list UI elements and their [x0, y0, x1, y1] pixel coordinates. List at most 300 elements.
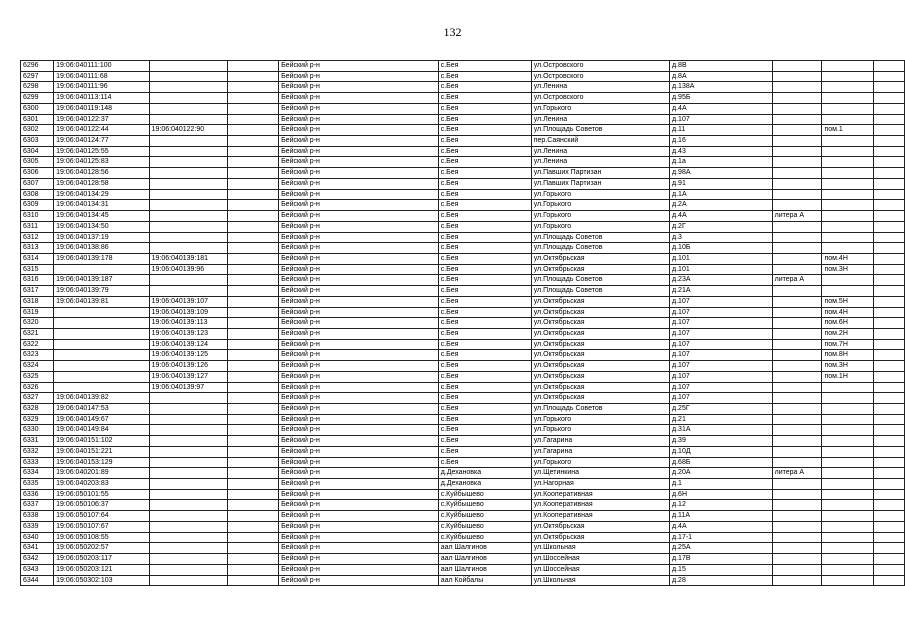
building-letter-cell — [772, 457, 822, 468]
house-number-cell: д.107 — [670, 114, 773, 125]
cadastral-number-cell: 19:06:040139:79 — [54, 286, 150, 297]
district-cell: Бейский р-н — [279, 232, 439, 243]
cadastral-number-cell: 19:06:050108:55 — [54, 532, 150, 543]
premises-number-cell — [822, 71, 873, 82]
street-cell: ул.Горького — [531, 189, 669, 200]
blank-column-end-cell — [873, 103, 904, 114]
blank-column-cell — [228, 200, 279, 211]
street-cell: ул.Горького — [531, 200, 669, 211]
sub-cadastral-number-cell — [149, 511, 228, 522]
blank-column-cell — [228, 414, 279, 425]
blank-column-cell — [228, 296, 279, 307]
settlement-cell: с.Бея — [438, 253, 531, 264]
district-cell: Бейский р-н — [279, 479, 439, 490]
street-cell: ул.Школьная — [531, 543, 669, 554]
house-number-cell: д.25А — [670, 543, 773, 554]
blank-column-cell — [228, 361, 279, 372]
street-cell: ул.Горького — [531, 221, 669, 232]
cadastral-number-cell: 19:06:040113:114 — [54, 93, 150, 104]
blank-column-end-cell — [873, 296, 904, 307]
settlement-cell: аал Койбалы — [438, 575, 531, 586]
sub-cadastral-number-cell: 19:06:040139:181 — [149, 253, 228, 264]
house-number-cell: д.107 — [670, 307, 773, 318]
table-row — [21, 157, 905, 168]
sub-cadastral-number-cell — [149, 414, 228, 425]
street-cell: ул.Горького — [531, 414, 669, 425]
district-cell: Бейский р-н — [279, 114, 439, 125]
district-cell: Бейский р-н — [279, 189, 439, 200]
street-cell: пер.Саянский — [531, 136, 669, 147]
building-letter-cell — [772, 511, 822, 522]
blank-column-end-cell — [873, 371, 904, 382]
cadastral-number-cell: 19:06:050107:64 — [54, 511, 150, 522]
premises-number-cell — [822, 211, 873, 222]
blank-column-end-cell — [873, 189, 904, 200]
row-number-cell: 6338 — [21, 511, 54, 522]
house-number-cell: д.107 — [670, 382, 773, 393]
premises-number-cell — [822, 575, 873, 586]
cadastral-number-cell: 19:06:040139:187 — [54, 275, 150, 286]
blank-column-cell — [228, 393, 279, 404]
street-cell: ул.Нагорная — [531, 479, 669, 490]
house-number-cell: д.4А — [670, 211, 773, 222]
street-cell: ул.Площадь Советов — [531, 232, 669, 243]
district-cell: Бейский р-н — [279, 457, 439, 468]
row-number-cell: 6337 — [21, 500, 54, 511]
settlement-cell: с.Бея — [438, 382, 531, 393]
table-row — [21, 489, 905, 500]
district-cell: Бейский р-н — [279, 500, 439, 511]
property-register-table — [20, 60, 905, 586]
settlement-cell: с.Куйбышево — [438, 511, 531, 522]
premises-number-cell — [822, 103, 873, 114]
street-cell: ул.Островского — [531, 71, 669, 82]
table-row — [21, 479, 905, 490]
building-letter-cell: литера А — [772, 211, 822, 222]
settlement-cell: с.Бея — [438, 211, 531, 222]
row-number-cell: 6314 — [21, 253, 54, 264]
cadastral-number-cell: 19:06:040139:82 — [54, 393, 150, 404]
cadastral-number-cell — [54, 264, 150, 275]
blank-column-end-cell — [873, 82, 904, 93]
district-cell: Бейский р-н — [279, 371, 439, 382]
sub-cadastral-number-cell — [149, 436, 228, 447]
row-number-cell: 6328 — [21, 404, 54, 415]
premises-number-cell — [822, 114, 873, 125]
blank-column-end-cell — [873, 93, 904, 104]
building-letter-cell — [772, 414, 822, 425]
table-row — [21, 61, 905, 72]
table-row — [21, 307, 905, 318]
settlement-cell: с.Бея — [438, 446, 531, 457]
street-cell: ул.Островского — [531, 93, 669, 104]
blank-column-end-cell — [873, 318, 904, 329]
district-cell: Бейский р-н — [279, 511, 439, 522]
sub-cadastral-number-cell — [149, 136, 228, 147]
premises-number-cell: пом.6Н — [822, 318, 873, 329]
building-letter-cell — [772, 61, 822, 72]
building-letter-cell: литера А — [772, 275, 822, 286]
house-number-cell: д.2А — [670, 200, 773, 211]
district-cell: Бейский р-н — [279, 125, 439, 136]
premises-number-cell — [822, 82, 873, 93]
settlement-cell: д.Дехановка — [438, 479, 531, 490]
street-cell: ул.Горького — [531, 211, 669, 222]
street-cell: ул.Октябрьская — [531, 307, 669, 318]
cadastral-number-cell: 19:06:040151:102 — [54, 436, 150, 447]
building-letter-cell — [772, 436, 822, 447]
blank-column-end-cell — [873, 200, 904, 211]
house-number-cell: д.107 — [670, 296, 773, 307]
settlement-cell: с.Бея — [438, 307, 531, 318]
row-number-cell: 6331 — [21, 436, 54, 447]
cadastral-number-cell: 19:06:040122:44 — [54, 125, 150, 136]
table-row — [21, 103, 905, 114]
row-number-cell: 6309 — [21, 200, 54, 211]
district-cell: Бейский р-н — [279, 436, 439, 447]
premises-number-cell — [822, 404, 873, 415]
district-cell: Бейский р-н — [279, 361, 439, 372]
district-cell: Бейский р-н — [279, 564, 439, 575]
street-cell: ул.Октябрьская — [531, 296, 669, 307]
house-number-cell: д.95Б — [670, 93, 773, 104]
premises-number-cell — [822, 382, 873, 393]
blank-column-end-cell — [873, 178, 904, 189]
table-row — [21, 532, 905, 543]
blank-column-end-cell — [873, 543, 904, 554]
settlement-cell: с.Бея — [438, 318, 531, 329]
settlement-cell: с.Бея — [438, 436, 531, 447]
settlement-cell: аал Шалгинов — [438, 564, 531, 575]
settlement-cell: с.Бея — [438, 404, 531, 415]
row-number-cell: 6308 — [21, 189, 54, 200]
street-cell: ул.Октябрьская — [531, 382, 669, 393]
building-letter-cell — [772, 339, 822, 350]
sub-cadastral-number-cell — [149, 489, 228, 500]
blank-column-cell — [228, 103, 279, 114]
blank-column-cell — [228, 93, 279, 104]
premises-number-cell — [822, 500, 873, 511]
sub-cadastral-number-cell: 19:06:040139:123 — [149, 328, 228, 339]
blank-column-end-cell — [873, 457, 904, 468]
house-number-cell: д.3 — [670, 232, 773, 243]
settlement-cell: с.Бея — [438, 82, 531, 93]
building-letter-cell — [772, 521, 822, 532]
building-letter-cell — [772, 189, 822, 200]
settlement-cell: с.Бея — [438, 93, 531, 104]
sub-cadastral-number-cell — [149, 532, 228, 543]
cadastral-number-cell: 19:06:040139:178 — [54, 253, 150, 264]
sub-cadastral-number-cell: 19:06:040139:109 — [149, 307, 228, 318]
house-number-cell: д.8В — [670, 61, 773, 72]
blank-column-end-cell — [873, 307, 904, 318]
district-cell: Бейский р-н — [279, 318, 439, 329]
row-number-cell: 6329 — [21, 414, 54, 425]
house-number-cell: д.39 — [670, 436, 773, 447]
house-number-cell: д.2Г — [670, 221, 773, 232]
building-letter-cell — [772, 253, 822, 264]
district-cell: Бейский р-н — [279, 339, 439, 350]
street-cell: ул.Октябрьская — [531, 361, 669, 372]
settlement-cell: с.Бея — [438, 178, 531, 189]
sub-cadastral-number-cell — [149, 82, 228, 93]
building-letter-cell — [772, 243, 822, 254]
district-cell: Бейский р-н — [279, 382, 439, 393]
settlement-cell: с.Бея — [438, 339, 531, 350]
building-letter-cell — [772, 146, 822, 157]
sub-cadastral-number-cell: 19:06:040139:107 — [149, 296, 228, 307]
blank-column-cell — [228, 371, 279, 382]
row-number-cell: 6304 — [21, 146, 54, 157]
premises-number-cell: пом.3Н — [822, 264, 873, 275]
row-number-cell: 6312 — [21, 232, 54, 243]
blank-column-end-cell — [873, 350, 904, 361]
street-cell: ул.Площадь Советов — [531, 275, 669, 286]
district-cell: Бейский р-н — [279, 446, 439, 457]
blank-column-cell — [228, 82, 279, 93]
settlement-cell: с.Бея — [438, 136, 531, 147]
table-row — [21, 468, 905, 479]
blank-column-end-cell — [873, 146, 904, 157]
premises-number-cell — [822, 168, 873, 179]
premises-number-cell — [822, 189, 873, 200]
house-number-cell: д.68Б — [670, 457, 773, 468]
blank-column-cell — [228, 404, 279, 415]
district-cell: Бейский р-н — [279, 575, 439, 586]
table-row — [21, 425, 905, 436]
blank-column-end-cell — [873, 393, 904, 404]
blank-column-end-cell — [873, 61, 904, 72]
blank-column-cell — [228, 564, 279, 575]
blank-column-end-cell — [873, 125, 904, 136]
settlement-cell: с.Бея — [438, 264, 531, 275]
table-row — [21, 211, 905, 222]
table-row — [21, 136, 905, 147]
row-number-cell: 6343 — [21, 564, 54, 575]
house-number-cell: д.1А — [670, 189, 773, 200]
blank-column-end-cell — [873, 286, 904, 297]
blank-column-cell — [228, 178, 279, 189]
table-row — [21, 457, 905, 468]
district-cell: Бейский р-н — [279, 393, 439, 404]
building-letter-cell — [772, 168, 822, 179]
premises-number-cell: пом.8Н — [822, 350, 873, 361]
district-cell: Бейский р-н — [279, 404, 439, 415]
sub-cadastral-number-cell — [149, 543, 228, 554]
blank-column-cell — [228, 511, 279, 522]
street-cell: ул.Октябрьская — [531, 328, 669, 339]
building-letter-cell — [772, 232, 822, 243]
table-row — [21, 286, 905, 297]
table-row — [21, 114, 905, 125]
table-row — [21, 328, 905, 339]
premises-number-cell: пом.5Н — [822, 296, 873, 307]
sub-cadastral-number-cell — [149, 404, 228, 415]
street-cell: ул.Шоссейная — [531, 554, 669, 565]
building-letter-cell — [772, 382, 822, 393]
cadastral-number-cell — [54, 350, 150, 361]
house-number-cell: д.21А — [670, 286, 773, 297]
house-number-cell: д.10Д — [670, 446, 773, 457]
sub-cadastral-number-cell — [149, 275, 228, 286]
settlement-cell: с.Куйбышево — [438, 532, 531, 543]
premises-number-cell: пом.7Н — [822, 339, 873, 350]
district-cell: Бейский р-н — [279, 543, 439, 554]
building-letter-cell — [772, 318, 822, 329]
premises-number-cell — [822, 564, 873, 575]
table-row — [21, 318, 905, 329]
blank-column-cell — [228, 554, 279, 565]
house-number-cell: д.107 — [670, 393, 773, 404]
street-cell: ул.Павших Партизан — [531, 168, 669, 179]
premises-number-cell — [822, 479, 873, 490]
sub-cadastral-number-cell — [149, 168, 228, 179]
sub-cadastral-number-cell — [149, 221, 228, 232]
premises-number-cell — [822, 414, 873, 425]
settlement-cell: с.Бея — [438, 350, 531, 361]
sub-cadastral-number-cell: 19:06:040139:124 — [149, 339, 228, 350]
row-number-cell: 6342 — [21, 554, 54, 565]
table-row — [21, 146, 905, 157]
cadastral-number-cell: 19:06:040201:89 — [54, 468, 150, 479]
row-number-cell: 6310 — [21, 211, 54, 222]
blank-column-end-cell — [873, 425, 904, 436]
street-cell: ул.Площадь Советов — [531, 404, 669, 415]
blank-column-cell — [228, 71, 279, 82]
cadastral-number-cell: 19:06:040134:29 — [54, 189, 150, 200]
blank-column-end-cell — [873, 361, 904, 372]
building-letter-cell — [772, 532, 822, 543]
blank-column-cell — [228, 307, 279, 318]
building-letter-cell — [772, 328, 822, 339]
district-cell: Бейский р-н — [279, 275, 439, 286]
district-cell: Бейский р-н — [279, 350, 439, 361]
cadastral-number-cell: 19:06:050106:37 — [54, 500, 150, 511]
row-number-cell: 6296 — [21, 61, 54, 72]
premises-number-cell — [822, 521, 873, 532]
blank-column-end-cell — [873, 339, 904, 350]
house-number-cell: д.107 — [670, 371, 773, 382]
house-number-cell: д.11 — [670, 125, 773, 136]
building-letter-cell — [772, 564, 822, 575]
row-number-cell: 6326 — [21, 382, 54, 393]
house-number-cell: д.101 — [670, 264, 773, 275]
premises-number-cell — [822, 157, 873, 168]
street-cell: ул.Ленина — [531, 114, 669, 125]
row-number-cell: 6316 — [21, 275, 54, 286]
premises-number-cell — [822, 243, 873, 254]
row-number-cell: 6315 — [21, 264, 54, 275]
street-cell: ул.Октябрьская — [531, 350, 669, 361]
row-number-cell: 6307 — [21, 178, 54, 189]
district-cell: Бейский р-н — [279, 211, 439, 222]
building-letter-cell — [772, 307, 822, 318]
settlement-cell: с.Бея — [438, 296, 531, 307]
row-number-cell: 6319 — [21, 307, 54, 318]
cadastral-number-cell: 19:06:040111:68 — [54, 71, 150, 82]
cadastral-number-cell: 19:06:040128:58 — [54, 178, 150, 189]
cadastral-number-cell: 19:06:040124:77 — [54, 136, 150, 147]
blank-column-end-cell — [873, 446, 904, 457]
sub-cadastral-number-cell — [149, 103, 228, 114]
blank-column-end-cell — [873, 479, 904, 490]
cadastral-number-cell: 19:06:040149:84 — [54, 425, 150, 436]
blank-column-end-cell — [873, 382, 904, 393]
blank-column-end-cell — [873, 71, 904, 82]
cadastral-number-cell: 19:06:040125:83 — [54, 157, 150, 168]
district-cell: Бейский р-н — [279, 168, 439, 179]
cadastral-number-cell: 19:06:040139:81 — [54, 296, 150, 307]
street-cell: ул.Ленина — [531, 157, 669, 168]
cadastral-number-cell: 19:06:040119:148 — [54, 103, 150, 114]
blank-column-end-cell — [873, 414, 904, 425]
premises-number-cell — [822, 489, 873, 500]
building-letter-cell — [772, 136, 822, 147]
cadastral-number-cell: 19:06:040128:56 — [54, 168, 150, 179]
table-row — [21, 178, 905, 189]
sub-cadastral-number-cell — [149, 286, 228, 297]
building-letter-cell — [772, 82, 822, 93]
premises-number-cell — [822, 446, 873, 457]
building-letter-cell — [772, 575, 822, 586]
settlement-cell: с.Бея — [438, 125, 531, 136]
street-cell: ул.Кооперативная — [531, 511, 669, 522]
building-letter-cell — [772, 178, 822, 189]
row-number-cell: 6300 — [21, 103, 54, 114]
blank-column-cell — [228, 157, 279, 168]
premises-number-cell — [822, 61, 873, 72]
sub-cadastral-number-cell — [149, 554, 228, 565]
cadastral-number-cell: 19:06:040134:31 — [54, 200, 150, 211]
building-letter-cell — [772, 404, 822, 415]
house-number-cell: д.107 — [670, 328, 773, 339]
building-letter-cell — [772, 446, 822, 457]
blank-column-cell — [228, 489, 279, 500]
street-cell: ул.Школьная — [531, 575, 669, 586]
house-number-cell: д.17В — [670, 554, 773, 565]
blank-column-end-cell — [873, 521, 904, 532]
blank-column-end-cell — [873, 404, 904, 415]
street-cell: ул.Кооперативная — [531, 500, 669, 511]
blank-column-cell — [228, 328, 279, 339]
row-number-cell: 6305 — [21, 157, 54, 168]
district-cell: Бейский р-н — [279, 93, 439, 104]
blank-column-end-cell — [873, 436, 904, 447]
row-number-cell: 6313 — [21, 243, 54, 254]
cadastral-number-cell: 19:06:050203:117 — [54, 554, 150, 565]
blank-column-cell — [228, 211, 279, 222]
cadastral-number-cell: 19:06:040151:221 — [54, 446, 150, 457]
row-number-cell: 6330 — [21, 425, 54, 436]
building-letter-cell — [772, 125, 822, 136]
sub-cadastral-number-cell — [149, 61, 228, 72]
building-letter-cell — [772, 200, 822, 211]
street-cell: ул.Октябрьская — [531, 264, 669, 275]
row-number-cell: 6324 — [21, 361, 54, 372]
house-number-cell: д.4А — [670, 521, 773, 532]
house-number-cell: д.4А — [670, 103, 773, 114]
blank-column-cell — [228, 500, 279, 511]
blank-column-end-cell — [873, 532, 904, 543]
building-letter-cell: литера А — [772, 468, 822, 479]
premises-number-cell: пом.4Н — [822, 307, 873, 318]
cadastral-number-cell — [54, 371, 150, 382]
premises-number-cell — [822, 436, 873, 447]
street-cell: ул.Горького — [531, 457, 669, 468]
blank-column-cell — [228, 425, 279, 436]
premises-number-cell — [822, 232, 873, 243]
building-letter-cell — [772, 296, 822, 307]
